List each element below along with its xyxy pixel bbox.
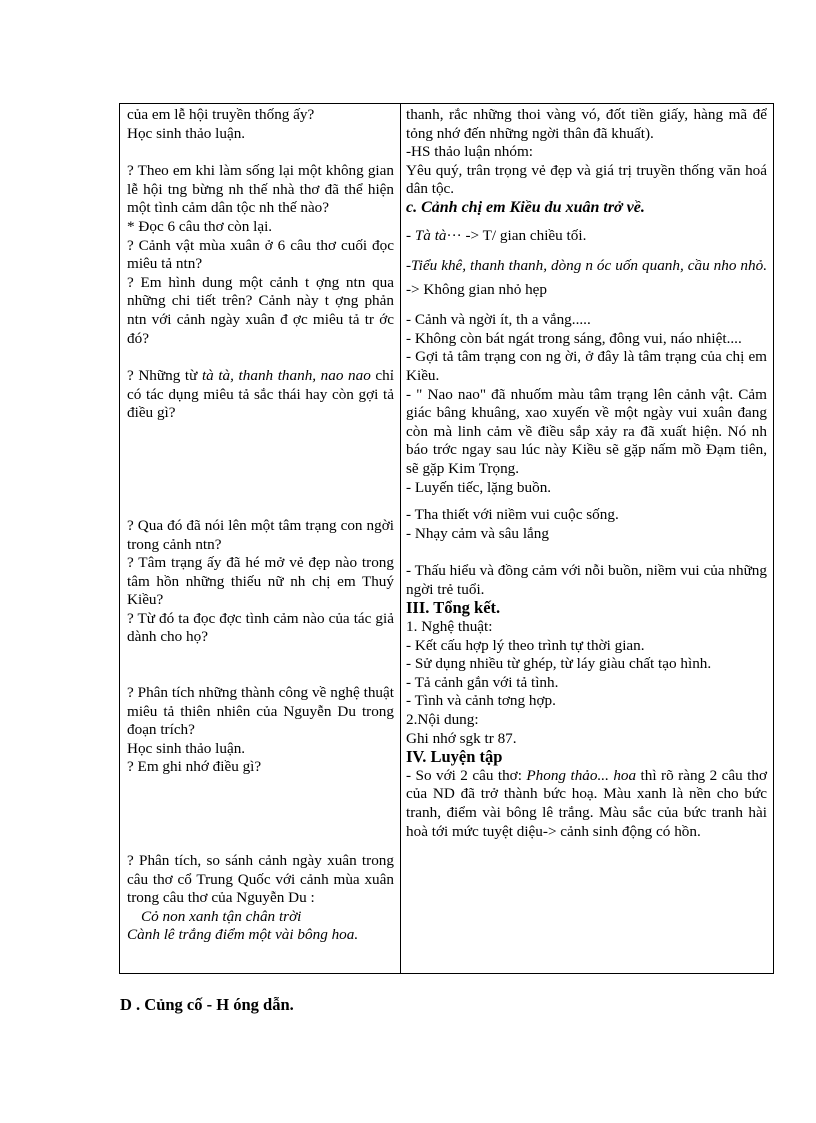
question: ? Qua đó đã nói lên một tâm trạng con ngời trong cảnh ntn? — [127, 516, 394, 553]
text-line: - Sử dụng nhiều từ ghép, từ láy giàu chất tạo hình. — [406, 655, 712, 673]
lesson-table — [119, 103, 774, 974]
text-line: - Tha thiết với niềm vui cuộc sống. — [406, 506, 619, 524]
text-line: - Thấu hiểu và đồng cảm với nỗi buồn, niềm vui của những ngời trẻ tuổi. — [406, 562, 767, 598]
question: ? Tâm trạng ấy đã hé mở vẻ đẹp nào trong tâm hồn những thiếu nữ nh chị em Thuý Kiều? — [127, 554, 394, 609]
section-heading: IV. Luyện tập — [406, 747, 503, 767]
text-line: Yêu quý, trân trọng vẻ đẹp và giá trị truyền thống văn hoá dân tộc. — [406, 161, 767, 198]
text-line: - Nhạy cảm và sâu lắng — [406, 524, 549, 542]
question: ? Phân tích những thành công về nghệ thuật miêu tả thiên nhiên của Nguyễn Du trong đoạn trích? — [127, 684, 394, 739]
question: ? Những từ tà tà, thanh thanh, nao nao chỉ có tác dụng miêu tả sắc thái hay còn gợi tả điều gì? — [127, 367, 394, 422]
text-line: Học sinh thảo luận. — [127, 739, 246, 757]
text-line: thanh, rắc những thoi vàng vó, đốt tiền giấy, hàng mã để tỏng nhớ đến những ngời thân đã khuất). — [406, 106, 767, 142]
text-line: - So với 2 câu thơ: Phong thảo... hoa thì rõ ràng 2 câu thơ của ND đã trở thành bức hoạ. Màu xanh là nền cho bức tranh, điểm vài bông lê trắng. Màu sắc của bức tranh hài hoà tới mức tuyệt diệu-> cảnh sinh động có hồn. — [406, 766, 767, 840]
section-footer-heading: D . Củng cố - H óng dẫn. — [120, 995, 294, 1014]
text-line: - Không còn bát ngát trong sáng, đông vui, náo nhiệt.... — [406, 329, 742, 347]
text-line: - Tả cảnh gắn với tả tình. — [406, 673, 559, 691]
text-line: 2.Nội dung: — [406, 711, 479, 729]
section-heading: III. Tổng kết. — [406, 598, 501, 618]
questions-column — [120, 104, 401, 973]
question: ? Cảnh vật mùa xuân ở 6 câu thơ cuối đọc miêu tả ntn? — [127, 236, 394, 273]
text-line: - Luyến tiếc, lặng buồn. — [406, 478, 552, 496]
text-line: -HS thảo luận nhóm: — [406, 143, 533, 161]
text-line: -Tiểu khê, thanh thanh, dòng n óc uốn quanh, cầu nho nhỏ. -> Không gian nhỏ hẹp — [406, 257, 767, 299]
answers-column — [401, 104, 773, 973]
text-line: - Tà tà··· -> T/ gian chiều tối. — [406, 226, 587, 244]
question: ? Theo em khi làm sống lại một không gian lễ hội tng bừng nh thế nhà thơ đã thể hiện một tình cảm dân tộc nh thế nào? — [127, 162, 394, 217]
poem-line: Cành lê trắng điểm một vài bông hoa. — [127, 926, 359, 944]
question: ? Em hình dung một cảnh t ợng ntn qua những chi tiết trên? Cảnh này t ợng phản ntn với cảnh ngày xuân đ ợc miêu tả tr ớc đó? — [127, 273, 394, 347]
text-line: - " Nao nao" đã nhuốm màu tâm trạng lên cảnh vật. Cảm giác bâng khuâng, xao xuyến về một ngày vui xuân đang còn mà linh cảm về điều sắp xảy ra đã xuất hiện. Nó nh báo trớc ngay sau lúc này Kiều sẽ gặp nấm mồ Đạm tiên, sẽ gặp Kim Trọng. — [406, 385, 767, 477]
text-line: Học sinh thảo luận. — [127, 124, 246, 142]
text-line: * Đọc 6 câu thơ còn lại. — [127, 217, 273, 235]
text-line: - Kết cấu hợp lý theo trình tự thời gian. — [406, 636, 645, 654]
poem-line: Cỏ non xanh tận chân trời — [141, 907, 302, 925]
question: ? Em ghi nhớ điều gì? — [127, 758, 262, 776]
text-line: - Cảnh và ngời ít, th a vắng..... — [406, 311, 591, 329]
text-line: - Tình và cảnh tơng hợp. — [406, 692, 556, 710]
text-line: - Gợi tả tâm trạng con ng ời, ở đây là tâm trạng của chị em Kiều. — [406, 348, 767, 384]
question: ? Từ đó ta đọc đợc tình cảm nào của tác giả dành cho họ? — [127, 609, 394, 646]
text-line: của em lễ hội truyền thống ấy? — [127, 106, 315, 123]
section-heading: c. Cảnh chị em Kiều du xuân trở về. — [406, 198, 645, 216]
question: ? Phân tích, so sánh cảnh ngày xuân trong câu thơ cổ Trung Quốc với cảnh mùa xuân trong câu thơ của Nguyễn Du : — [127, 852, 394, 907]
text-line: 1. Nghệ thuật: — [406, 618, 493, 636]
text-line: Ghi nhớ sgk tr 87. — [406, 729, 517, 747]
